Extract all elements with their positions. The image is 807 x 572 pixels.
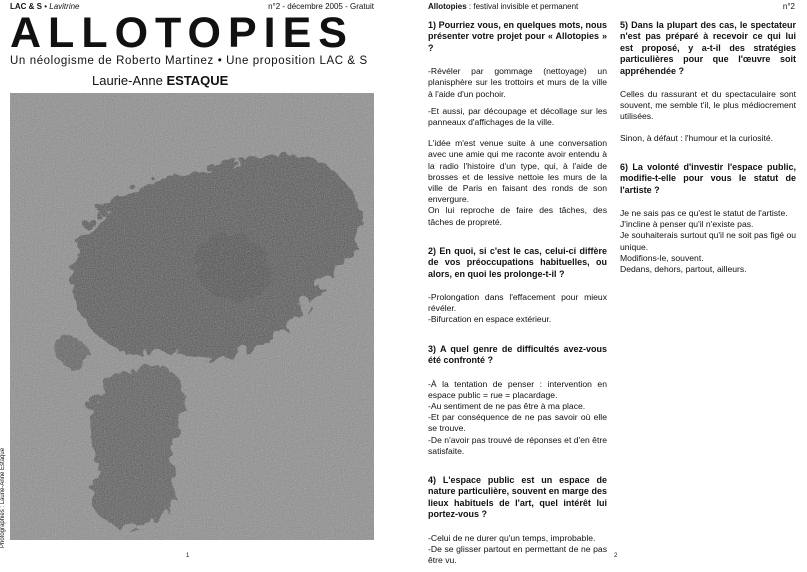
answer-4-line: -Celui de ne durer qu'un temps, improbable. [428, 532, 596, 543]
question-2: 2) En quoi, si c'est le cas, celui-ci diffère de vos préoccupations habituelles, ou alors, en quoi les prolonge-t-il ? [428, 245, 607, 279]
answer-6-line: Modifions-le, souvent. [620, 252, 704, 263]
magazine-subtitle: Un néologisme de Roberto Martinez • Une proposition LAC & S [10, 55, 368, 67]
answer-6-line: Dedans, dehors, partout, ailleurs. [620, 264, 747, 275]
festival-name: Allotopies [428, 2, 467, 11]
interview-column-left [428, 20, 607, 572]
bullet-separator: • [42, 2, 50, 11]
answer-3-line: -Et par conséquence de ne pas savoir où elle se trouve. [428, 412, 607, 434]
issue-info: n°2 - décembre 2005 - Gratuit [268, 2, 374, 11]
answer-1-line: L'idée m'est venue suite à une conversation avec une amie qui me raconte avoir entendu à la radio l'histoire d'un type, qui, à l'aide de brosses et de lessive nettoie les murs de la ville de Paris en faisant des ronds de son envergure. [428, 138, 607, 205]
cover-photograph [10, 93, 374, 540]
answer-5-line: Celles du rassurant et du spectaculaire sont souvent, me semble t'il, le plus médiocrement utilisées. [620, 89, 796, 122]
textured-map-image [10, 93, 374, 540]
question-3: 3) A quel genre de difficultés avez-vous été confronté ? [428, 343, 607, 366]
question-1: 1) Pourriez vous, en quelques mots, nous présenter votre projet pour « Allotopies » ? [428, 20, 607, 53]
festival-description: : festival invisible et permanent [466, 2, 579, 11]
question-6: 6) La volonté d'investir l'espace public, modifie-t-elle pour vous le statut de l'artiste ? [620, 161, 796, 195]
question-4: 4) L'espace public est un espace de nature particulière, souvent en marge des lieux habituels de l'art, quel intérêt lui portez-vous ? [428, 474, 607, 520]
question-5: 5) Dans la plupart des cas, le spectateur n'est pas préparé à recevoir ce qui lui est proposé, y a-t-il des stratégies particulières pour que l'œuvre soit appréhendée ? [620, 20, 796, 76]
author-name [92, 73, 228, 88]
festival-line [428, 2, 578, 11]
answer-1-line: On lui reproche de faire des tâches, des tâches de propreté. [428, 205, 607, 227]
answer-3-line: -À la tentation de penser : intervention en espace public = rue = placardage. [428, 378, 607, 400]
answer-1-line: -Et aussi, par découpage et décollage sur les panneaux d'affichages de la ville. [428, 105, 607, 128]
answer-6-line: Je ne sais pas ce qu'est le statut de l'artiste. [620, 208, 788, 219]
answer-6-line: Je souhaiterais surtout qu'il ne soit pas figé ou unique. [620, 230, 797, 252]
interview-column-right [620, 20, 796, 281]
answer-2-line: -Bifurcation en espace extérieur. [428, 314, 552, 325]
answer-3-line: -Au sentiment de ne pas être à ma place. [428, 400, 586, 411]
magazine-title: ALLOTOPIES [10, 9, 354, 57]
author-last-name: ESTAQUE [166, 73, 229, 88]
answer-4-line: -De se glisser partout en permettant de ne pas être vu. [428, 543, 607, 565]
page-number-1: 1 [186, 553, 190, 559]
publisher-name: LAC & S [10, 2, 42, 11]
answer-2-line: -Prolongation dans l'effacement pour mieux révéler. [428, 292, 607, 314]
answer-3-line: -De n'avoir pas trouvé de réponses et d'en être satisfaite. [428, 434, 607, 456]
author-first-name: Laurie-Anne [92, 73, 163, 88]
photo-credit: Photographies : Laurie-Anne Estaque [0, 447, 6, 548]
answer-5-line: Sinon, à défaut : l'humour et la curiosité. [620, 132, 774, 143]
answer-6-line: J'incline à penser qu'il n'existe pas. [620, 219, 754, 230]
imprint-name: Lavitrine [49, 2, 80, 11]
issue-number: n°2 [782, 2, 795, 11]
page-number-2: 2 [614, 553, 618, 559]
answer-1-line: -Révéler par gommage (nettoyage) un planisphère sur les trottoirs et murs de la ville à l'aide d'un pochoir. [428, 66, 607, 99]
